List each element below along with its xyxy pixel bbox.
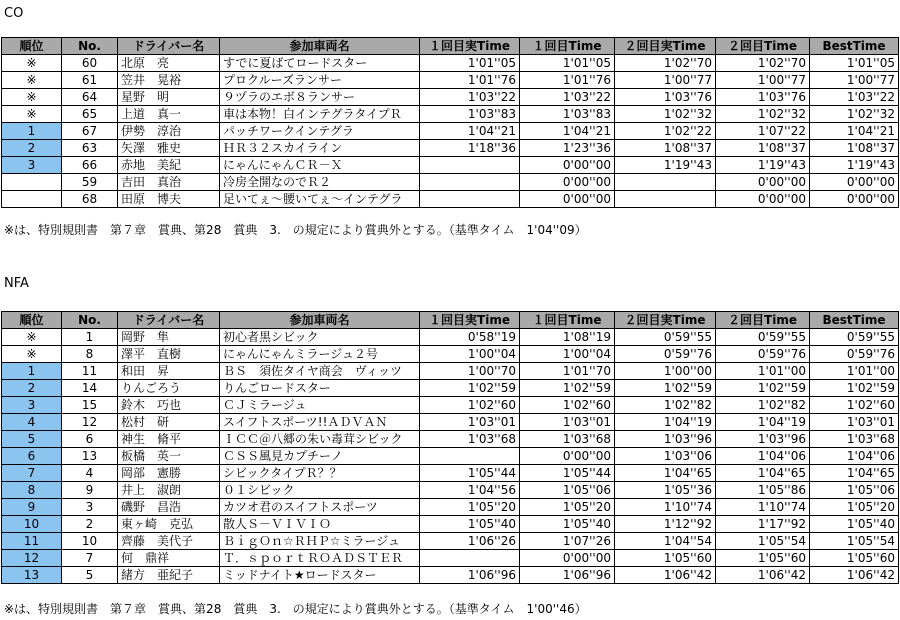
cell-car-name: ＣＳＳ風見カプチーノ [220, 448, 420, 465]
cell-best-time: 1'04''21 [810, 123, 899, 140]
cell-car-name: Ｔ．ｓｐｏｒｔＲＯＡＤＳＴＥＲ [220, 550, 420, 567]
cell-run1-actual-time: 1'03''68 [420, 431, 520, 448]
cell-run2-actual-time: 1'06''42 [615, 567, 716, 584]
cell-run1-time: 1'08''19 [520, 329, 615, 346]
cell-driver-name: 和田 昇 [118, 363, 220, 380]
cell-run2-time: 1'04''65 [716, 465, 810, 482]
cell-car-name: プロクルーズランサー [220, 72, 420, 89]
cell-run1-actual-time: 1'03''01 [420, 414, 520, 431]
cell-run1-time: 1'01''76 [520, 72, 615, 89]
table-row [2, 106, 899, 123]
cell-driver-name: 鈴木 巧也 [118, 397, 220, 414]
cell-run1-actual-time: 1'05''40 [420, 516, 520, 533]
cell-car-number: 3 [62, 499, 118, 516]
cell-run2-actual-time: 1'02''82 [615, 397, 716, 414]
cell-run1-actual-time: 1'04''21 [420, 123, 520, 140]
cell-car-name: 冷房全開なのでＲ２ [220, 174, 420, 191]
cell-best-time: 1'02''59 [810, 380, 899, 397]
cell-car-name: りんごロードスター [220, 380, 420, 397]
cell-run1-actual-time: 1'06''96 [420, 567, 520, 584]
cell-run2-actual-time: 1'05''36 [615, 482, 716, 499]
table-row [2, 89, 899, 106]
cell-driver-name: 伊勢 淳治 [118, 123, 220, 140]
cell-best-time: 1'06''42 [810, 567, 899, 584]
cell-run1-time: 1'03''22 [520, 89, 615, 106]
cell-best-time: 1'04''06 [810, 448, 899, 465]
cell-position: 5 [2, 431, 62, 448]
cell-position [2, 191, 62, 208]
cell-position: 3 [2, 397, 62, 414]
cell-position: 1 [2, 363, 62, 380]
cell-position: 12 [2, 550, 62, 567]
nfa-section-title: NFA [4, 276, 29, 291]
cell-car-number: 59 [62, 174, 118, 191]
cell-car-name: 足いてぇ～腰いてぇ～インテグラ [220, 191, 420, 208]
cell-car-name: 車は本物！白インテグラタイプＲ [220, 106, 420, 123]
cell-best-time: 1'02''60 [810, 397, 899, 414]
cell-run1-actual-time [420, 157, 520, 174]
cell-run1-actual-time: 1'18''36 [420, 140, 520, 157]
cell-best-time: 1'05''40 [810, 516, 899, 533]
cell-driver-name: 東ヶ崎 克弘 [118, 516, 220, 533]
cell-car-name: すでに夏ばてロードスター [220, 55, 420, 72]
cell-run2-actual-time: 1'05''60 [615, 550, 716, 567]
cell-run2-actual-time: 1'03''76 [615, 89, 716, 106]
table-row [2, 567, 899, 584]
header-best-time: BestTime [810, 312, 899, 329]
cell-best-time: 1'01''05 [810, 55, 899, 72]
cell-car-number: 12 [62, 414, 118, 431]
cell-run1-actual-time: 1'03''22 [420, 89, 520, 106]
cell-position: ※ [2, 346, 62, 363]
cell-driver-name: 星野 明 [118, 89, 220, 106]
header-run1-actual-time: １回目実Time [420, 312, 520, 329]
cell-run2-actual-time: 1'02''32 [615, 106, 716, 123]
cell-run2-time: 1'04''19 [716, 414, 810, 431]
cell-car-name: パッチワークインテグラ [220, 123, 420, 140]
table-row [2, 550, 899, 567]
cell-driver-name: 上道 真一 [118, 106, 220, 123]
cell-run2-time: 1'05''60 [716, 550, 810, 567]
cell-car-number: 60 [62, 55, 118, 72]
cell-driver-name: 松村 研 [118, 414, 220, 431]
cell-run1-actual-time [420, 448, 520, 465]
cell-driver-name: 矢澤 雅史 [118, 140, 220, 157]
header-run2-actual-time: ２回目実Time [615, 38, 716, 55]
cell-best-time: 0'00''00 [810, 191, 899, 208]
cell-run2-time: 1'02''32 [716, 106, 810, 123]
cell-position: 11 [2, 533, 62, 550]
cell-run2-time: 1'06''42 [716, 567, 810, 584]
cell-best-time: 1'08''37 [810, 140, 899, 157]
cell-run1-time: 1'03''68 [520, 431, 615, 448]
cell-run1-time: 1'05''44 [520, 465, 615, 482]
cell-run1-time: 1'07''26 [520, 533, 615, 550]
nfa-results-table [1, 311, 899, 584]
header-car-number: No. [62, 312, 118, 329]
cell-car-number: 61 [62, 72, 118, 89]
cell-car-number: 7 [62, 550, 118, 567]
cell-best-time: 0'59''55 [810, 329, 899, 346]
cell-position: 8 [2, 482, 62, 499]
cell-car-name: カツオ君のスイフトスポーツ [220, 499, 420, 516]
cell-position: 1 [2, 123, 62, 140]
cell-position: ※ [2, 72, 62, 89]
cell-car-name: ＢＳ 須佐タイヤ商会 ヴィッツ [220, 363, 420, 380]
cell-run2-actual-time: 0'59''55 [615, 329, 716, 346]
cell-best-time: 1'05''60 [810, 550, 899, 567]
cell-run2-time: 1'01''00 [716, 363, 810, 380]
cell-car-number: 4 [62, 465, 118, 482]
cell-car-name: ０１シビック [220, 482, 420, 499]
table-row [2, 482, 899, 499]
cell-run2-time: 1'19''43 [716, 157, 810, 174]
cell-run2-time: 1'05''54 [716, 533, 810, 550]
cell-car-name: にゃんにゃんＣＲ－Ｘ [220, 157, 420, 174]
cell-run2-time: 1'17''92 [716, 516, 810, 533]
cell-run1-time: 1'03''01 [520, 414, 615, 431]
cell-car-name: ９ヅラのエボ８ランサー [220, 89, 420, 106]
cell-car-name: 初心者黒シビック [220, 329, 420, 346]
cell-run1-time: 0'00''00 [520, 157, 615, 174]
cell-position: 10 [2, 516, 62, 533]
cell-run1-time: 1'23''36 [520, 140, 615, 157]
cell-run2-actual-time: 1'04''54 [615, 533, 716, 550]
cell-car-name: 散人Ｓ－ＶＩＶＩＯ [220, 516, 420, 533]
cell-car-number: 68 [62, 191, 118, 208]
cell-position: 4 [2, 414, 62, 431]
cell-best-time: 1'01''00 [810, 363, 899, 380]
cell-run2-actual-time: 1'02''70 [615, 55, 716, 72]
table-row [2, 140, 899, 157]
co-footnote: ※は、特別規則書 第７章 賞典、第28 賞典 3. の規定により賞典外とする。（基準タイム 1'04''09） [4, 223, 587, 237]
cell-run1-actual-time: 1'00''04 [420, 346, 520, 363]
cell-best-time: 1'05''54 [810, 533, 899, 550]
cell-run2-actual-time: 1'00''77 [615, 72, 716, 89]
cell-car-number: 1 [62, 329, 118, 346]
cell-car-number: 8 [62, 346, 118, 363]
cell-position: 9 [2, 499, 62, 516]
table-row [2, 55, 899, 72]
table-row [2, 329, 899, 346]
cell-car-number: 15 [62, 397, 118, 414]
header-run2-actual-time: ２回目実Time [615, 312, 716, 329]
table-row [2, 123, 899, 140]
cell-run1-time: 1'02''59 [520, 380, 615, 397]
table-row [2, 363, 899, 380]
table-row [2, 72, 899, 89]
header-position: 順位 [2, 38, 62, 55]
cell-run2-time: 1'10''74 [716, 499, 810, 516]
header-car-name: 参加車両名 [220, 312, 420, 329]
header-run1-time: １回目Time [520, 312, 615, 329]
cell-run2-actual-time: 0'59''76 [615, 346, 716, 363]
cell-run1-actual-time: 0'58''19 [420, 329, 520, 346]
cell-run1-time: 0'00''00 [520, 550, 615, 567]
cell-position: ※ [2, 89, 62, 106]
cell-car-number: 6 [62, 431, 118, 448]
co-results-table [1, 37, 899, 208]
cell-run1-time: 1'04''21 [520, 123, 615, 140]
table-row [2, 174, 899, 191]
cell-car-number: 11 [62, 363, 118, 380]
cell-best-time: 1'03''22 [810, 89, 899, 106]
cell-car-number: 14 [62, 380, 118, 397]
cell-car-name: ＣＪミラージュ [220, 397, 420, 414]
header-run1-time: １回目Time [520, 38, 615, 55]
cell-run2-actual-time: 1'12''92 [615, 516, 716, 533]
nfa-header-row [2, 312, 899, 329]
table-row [2, 414, 899, 431]
cell-run1-time: 1'06''96 [520, 567, 615, 584]
cell-car-number: 63 [62, 140, 118, 157]
cell-run1-time: 1'05''40 [520, 516, 615, 533]
table-row [2, 516, 899, 533]
header-run1-actual-time: １回目実Time [420, 38, 520, 55]
cell-run1-actual-time: 1'01''05 [420, 55, 520, 72]
cell-position: 7 [2, 465, 62, 482]
cell-run2-time: 1'03''96 [716, 431, 810, 448]
cell-car-number: 9 [62, 482, 118, 499]
cell-run1-time: 1'05''06 [520, 482, 615, 499]
cell-car-number: 5 [62, 567, 118, 584]
cell-car-number: 10 [62, 533, 118, 550]
cell-position [2, 174, 62, 191]
cell-run2-actual-time: 1'00''00 [615, 363, 716, 380]
cell-position: ※ [2, 329, 62, 346]
cell-run2-time: 1'02''70 [716, 55, 810, 72]
cell-run2-time: 0'59''55 [716, 329, 810, 346]
header-car-number: No. [62, 38, 118, 55]
cell-best-time: 1'04''65 [810, 465, 899, 482]
header-run2-time: ２回目Time [716, 312, 810, 329]
cell-car-number: 67 [62, 123, 118, 140]
cell-position: ※ [2, 106, 62, 123]
cell-run2-actual-time: 1'03''06 [615, 448, 716, 465]
cell-best-time: 1'05''06 [810, 482, 899, 499]
table-row [2, 499, 899, 516]
cell-run1-actual-time [420, 174, 520, 191]
cell-position: 3 [2, 157, 62, 174]
cell-position: 2 [2, 140, 62, 157]
cell-car-name: ＩＣＣ＠八郷の朱い毒茸シビック [220, 431, 420, 448]
cell-run2-actual-time: 1'02''59 [615, 380, 716, 397]
cell-car-name: にゃんにゃんミラージュ２号 [220, 346, 420, 363]
cell-run1-actual-time [420, 550, 520, 567]
cell-driver-name: 澤平 直樹 [118, 346, 220, 363]
header-best-time: BestTime [810, 38, 899, 55]
table-row [2, 346, 899, 363]
cell-driver-name: 北原 亮 [118, 55, 220, 72]
cell-run2-time: 1'05''86 [716, 482, 810, 499]
cell-driver-name: 緒方 亜紀子 [118, 567, 220, 584]
table-row [2, 191, 899, 208]
header-car-name: 参加車両名 [220, 38, 420, 55]
cell-run2-actual-time: 1'04''65 [615, 465, 716, 482]
cell-run2-time: 0'00''00 [716, 191, 810, 208]
cell-run2-actual-time: 1'10''74 [615, 499, 716, 516]
header-run2-time: ２回目Time [716, 38, 810, 55]
cell-run2-actual-time [615, 174, 716, 191]
cell-car-number: 66 [62, 157, 118, 174]
cell-position: 13 [2, 567, 62, 584]
cell-best-time: 1'02''32 [810, 106, 899, 123]
cell-run1-time: 0'00''00 [520, 191, 615, 208]
cell-driver-name: 齊藤 美代子 [118, 533, 220, 550]
cell-run2-time: 0'59''76 [716, 346, 810, 363]
cell-car-name: ＨＲ３２スカイライン [220, 140, 420, 157]
cell-driver-name: 何 鼎祥 [118, 550, 220, 567]
cell-driver-name: 神生 脩平 [118, 431, 220, 448]
cell-run2-time: 1'02''82 [716, 397, 810, 414]
table-row [2, 448, 899, 465]
cell-run1-actual-time: 1'01''76 [420, 72, 520, 89]
cell-position: 2 [2, 380, 62, 397]
cell-run2-actual-time [615, 191, 716, 208]
header-driver-name: ドライバー名 [118, 38, 220, 55]
header-driver-name: ドライバー名 [118, 312, 220, 329]
cell-best-time: 1'03''68 [810, 431, 899, 448]
cell-run1-actual-time: 1'04''56 [420, 482, 520, 499]
table-row [2, 465, 899, 482]
cell-driver-name: 笠井 晃裕 [118, 72, 220, 89]
co-header-row [2, 38, 899, 55]
cell-run1-time: 0'00''00 [520, 448, 615, 465]
cell-run2-time: 1'00''77 [716, 72, 810, 89]
cell-run1-time: 1'01''70 [520, 363, 615, 380]
cell-run1-actual-time: 1'05''44 [420, 465, 520, 482]
cell-driver-name: りんごろう [118, 380, 220, 397]
cell-position: 6 [2, 448, 62, 465]
cell-car-name: シビックタイプＲ？？ [220, 465, 420, 482]
cell-best-time: 1'03''01 [810, 414, 899, 431]
co-section-title: CO [4, 6, 24, 21]
cell-run1-actual-time: 1'03''83 [420, 106, 520, 123]
cell-car-number: 65 [62, 106, 118, 123]
cell-run1-actual-time: 1'02''59 [420, 380, 520, 397]
cell-run2-time: 0'00''00 [716, 174, 810, 191]
cell-run2-time: 1'04''06 [716, 448, 810, 465]
cell-driver-name: 板橋 英一 [118, 448, 220, 465]
cell-best-time: 0'00''00 [810, 174, 899, 191]
table-row [2, 380, 899, 397]
cell-car-name: ＢｉｇＯｎ☆ＲＨＰ☆ミラージュ [220, 533, 420, 550]
header-position: 順位 [2, 312, 62, 329]
cell-best-time: 1'00''77 [810, 72, 899, 89]
cell-driver-name: 赤地 美紀 [118, 157, 220, 174]
cell-driver-name: 吉田 真治 [118, 174, 220, 191]
cell-run2-actual-time: 1'19''43 [615, 157, 716, 174]
table-row [2, 157, 899, 174]
cell-run1-actual-time [420, 191, 520, 208]
cell-run1-time: 1'02''60 [520, 397, 615, 414]
cell-run2-actual-time: 1'02''22 [615, 123, 716, 140]
cell-car-number: 13 [62, 448, 118, 465]
cell-car-number: 64 [62, 89, 118, 106]
cell-position: ※ [2, 55, 62, 72]
cell-run2-time: 1'03''76 [716, 89, 810, 106]
table-row [2, 533, 899, 550]
cell-run1-time: 1'01''05 [520, 55, 615, 72]
table-row [2, 397, 899, 414]
table-row [2, 431, 899, 448]
cell-run2-time: 1'08''37 [716, 140, 810, 157]
cell-run1-actual-time: 1'02''60 [420, 397, 520, 414]
cell-best-time: 1'19''43 [810, 157, 899, 174]
cell-driver-name: 田原 博夫 [118, 191, 220, 208]
cell-best-time: 0'59''76 [810, 346, 899, 363]
cell-driver-name: 井上 淑朗 [118, 482, 220, 499]
cell-driver-name: 磯野 昌浩 [118, 499, 220, 516]
cell-run2-time: 1'07''22 [716, 123, 810, 140]
cell-run1-actual-time: 1'00''70 [420, 363, 520, 380]
cell-run1-actual-time: 1'05''20 [420, 499, 520, 516]
cell-run1-time: 1'03''83 [520, 106, 615, 123]
cell-car-name: スイフトスポーツ!!ＡＤＶＡＮ [220, 414, 420, 431]
cell-best-time: 1'05''20 [810, 499, 899, 516]
cell-run2-time: 1'02''59 [716, 380, 810, 397]
cell-run1-actual-time: 1'06''26 [420, 533, 520, 550]
cell-car-name: ミッドナイト★ロードスター [220, 567, 420, 584]
cell-driver-name: 岡野 隼 [118, 329, 220, 346]
cell-run2-actual-time: 1'08''37 [615, 140, 716, 157]
cell-run2-actual-time: 1'03''96 [615, 431, 716, 448]
nfa-footnote: ※は、特別規則書 第７章 賞典、第28 賞典 3. の規定により賞典外とする。（基準タイム 1'00''46） [4, 602, 587, 616]
cell-car-number: 2 [62, 516, 118, 533]
cell-run1-time: 1'00''04 [520, 346, 615, 363]
cell-driver-name: 岡部 憲勝 [118, 465, 220, 482]
cell-run2-actual-time: 1'04''19 [615, 414, 716, 431]
cell-run1-time: 1'05''20 [520, 499, 615, 516]
cell-run1-time: 0'00''00 [520, 174, 615, 191]
